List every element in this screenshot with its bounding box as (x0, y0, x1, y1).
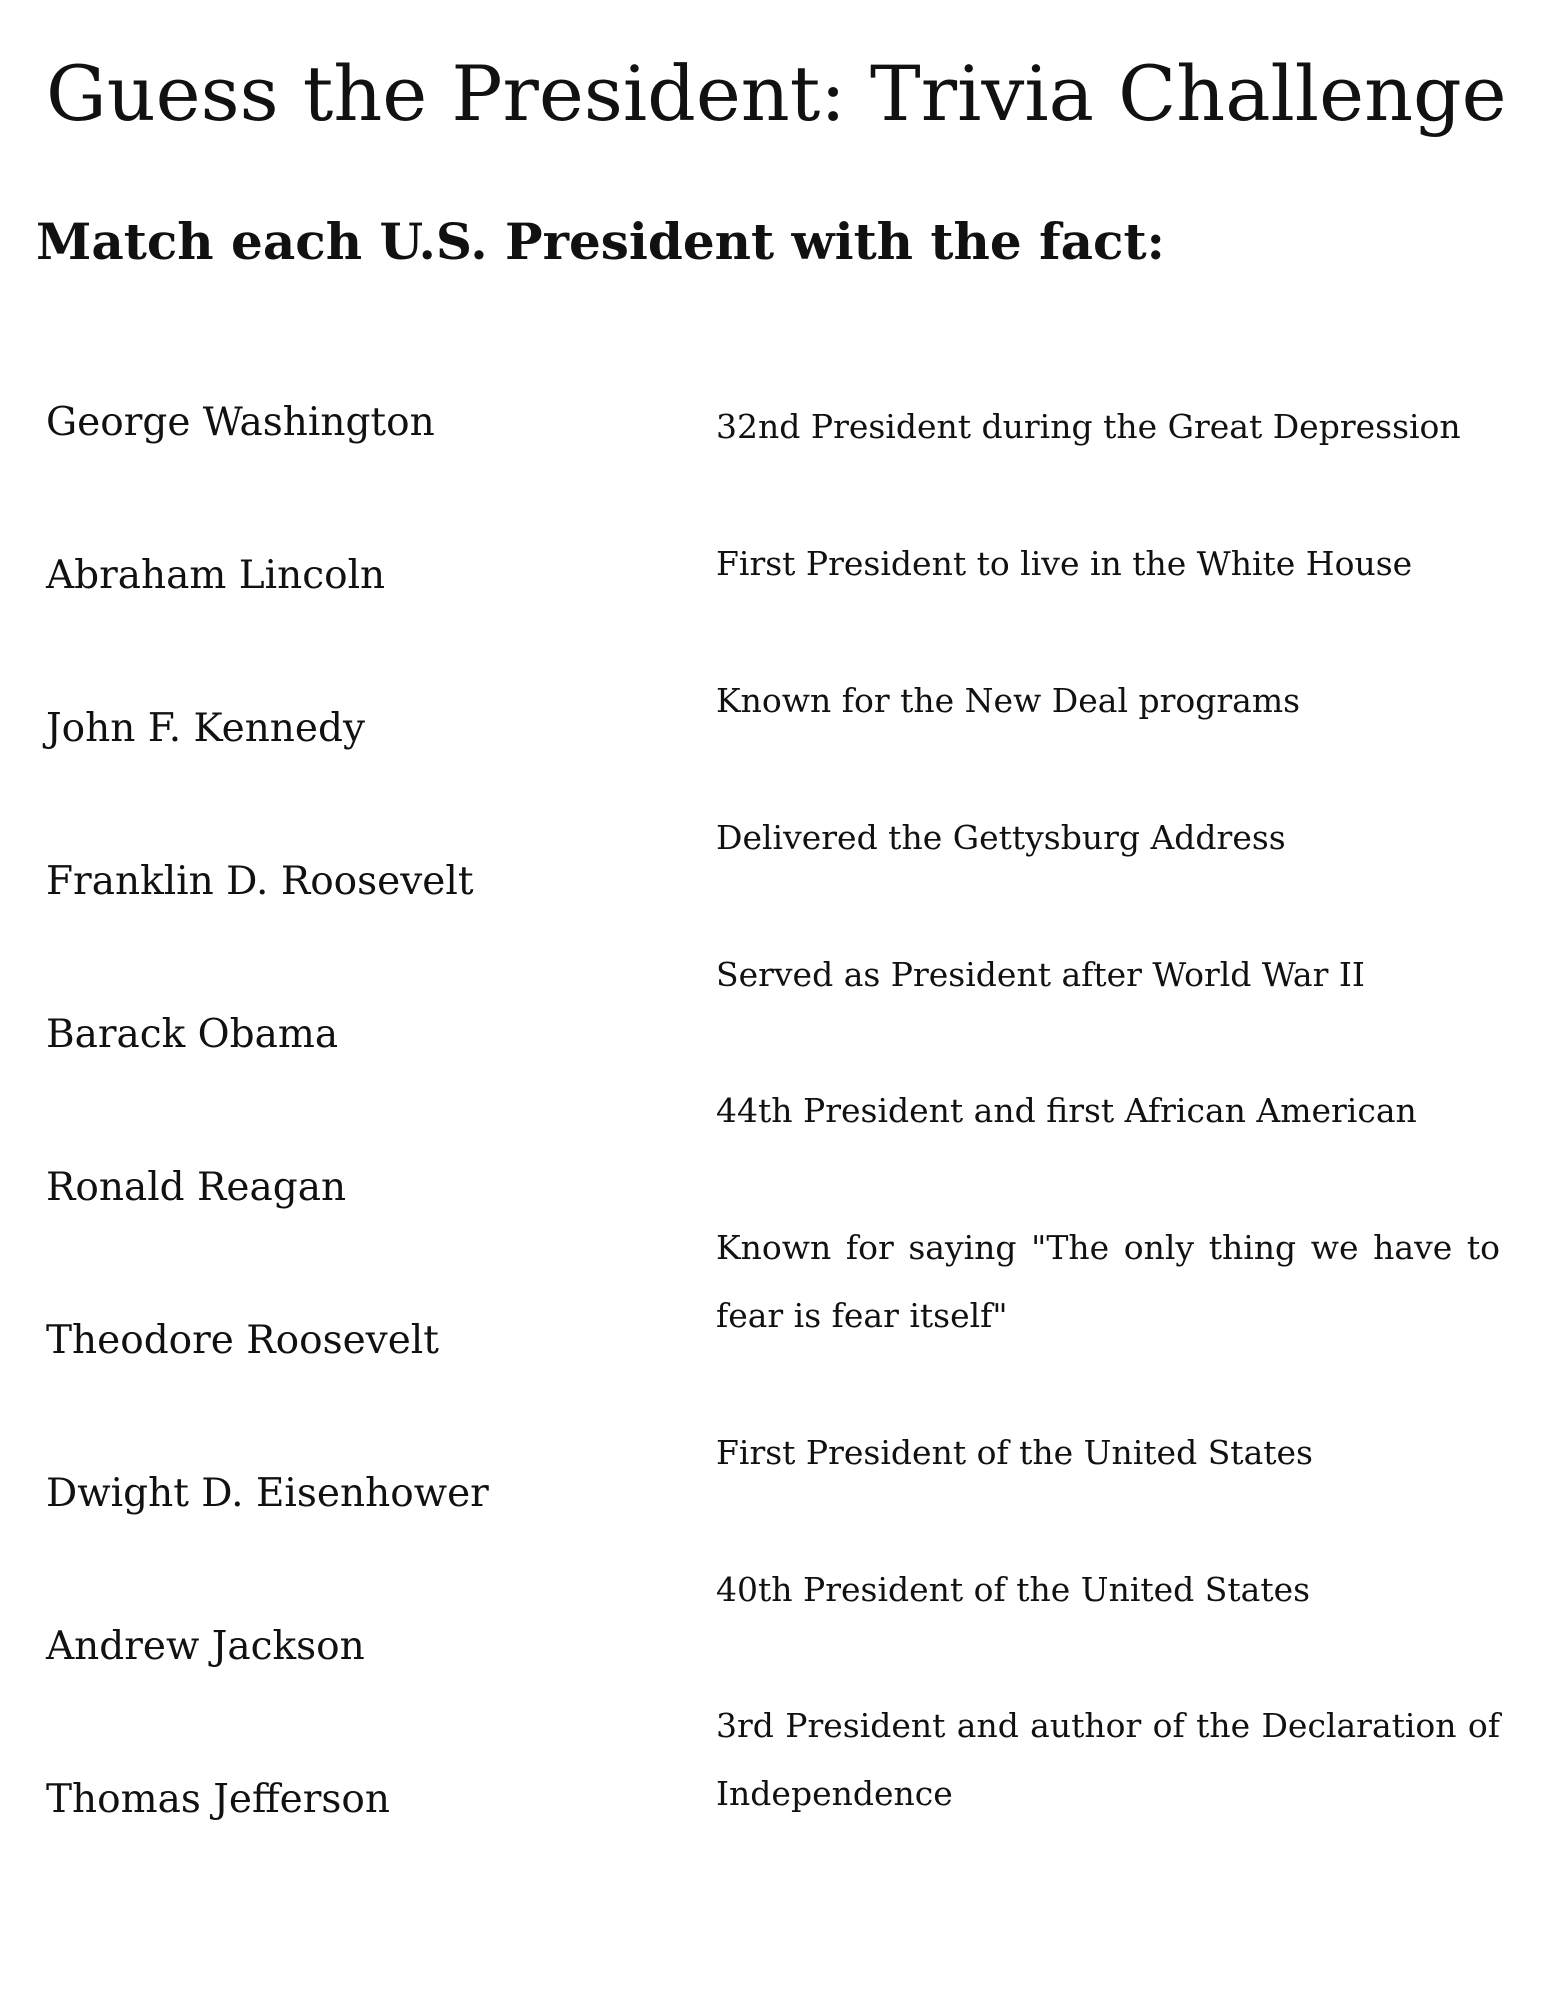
fact-item: Known for saying "The only thing we have to fear is fear itself" (716, 1228, 1500, 1335)
president-item: Theodore Roosevelt (46, 1318, 439, 1363)
fact-item: First President to live in the White House (716, 544, 1413, 583)
fact-item: Delivered the Gettysburg Address (716, 818, 1286, 857)
president-item: Ronald Reagan (46, 1165, 347, 1210)
page-subtitle: Match each U.S. President with the fact: (36, 212, 1166, 271)
page-title: Guess the President: Trivia Challenge (46, 49, 1507, 138)
president-item: Thomas Jefferson (46, 1777, 391, 1822)
president-list (46, 0, 666, 2000)
president-item: Abraham Lincoln (46, 553, 386, 598)
fact-list (716, 0, 1500, 2000)
fact-item: Known for the New Deal programs (716, 681, 1301, 720)
president-item: George Washington (46, 400, 435, 445)
fact-item: First President of the United States (716, 1433, 1313, 1472)
fact-item: 40th President of the United States (716, 1570, 1311, 1609)
president-item: Barack Obama (46, 1012, 339, 1057)
president-item: Dwight D. Eisenhower (46, 1471, 489, 1516)
fact-item: Served as President after World War II (716, 955, 1365, 994)
fact-item: 44th President and first African American (716, 1091, 1417, 1130)
president-item: Andrew Jackson (46, 1624, 365, 1669)
fact-item: 32nd President during the Great Depression (716, 407, 1461, 446)
president-item: John F. Kennedy (46, 706, 366, 751)
president-item: Franklin D. Roosevelt (46, 859, 474, 904)
fact-item: 3rd President and author of the Declaration of Independence (716, 1706, 1500, 1813)
